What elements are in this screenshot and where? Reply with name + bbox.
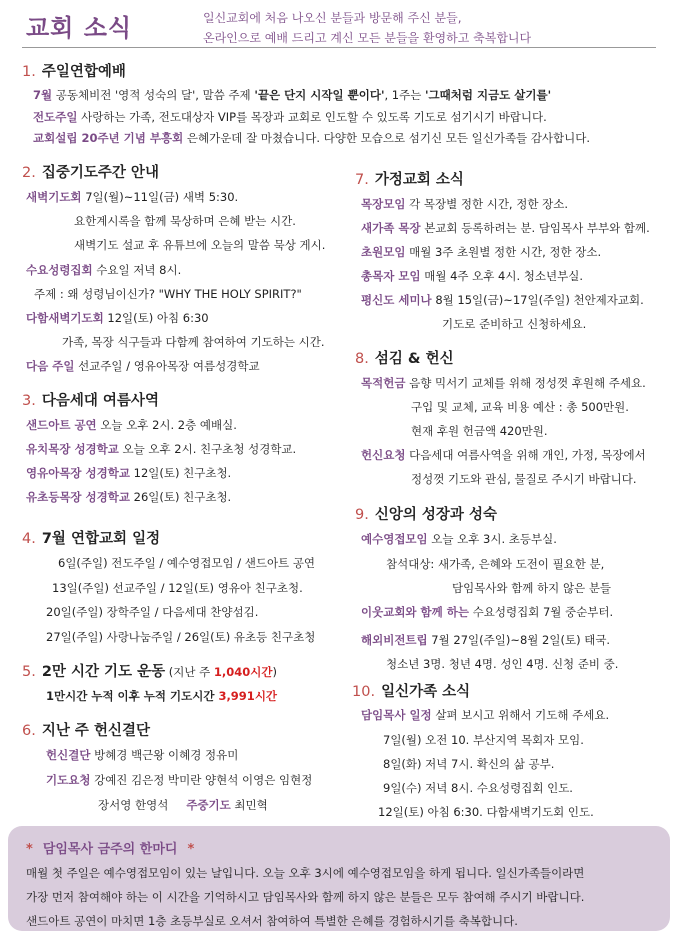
s10-line-4: 9일(수) 저녁 8시. 수요성령집회 인도. — [383, 781, 573, 795]
s6-line-3: 장서영 한영석 주중기도 최민혁 — [98, 798, 268, 812]
s10-line-2: 7일(월) 오전 10. 부산지역 목회자 모임. — [383, 733, 584, 747]
s2-line-8: 다음 주일 선교주일 / 영유아목장 여름성경학교 — [26, 359, 260, 373]
s4-line-4: 27일(주일) 사랑나눔주일 / 26일(토) 유초등 친구초청 — [46, 630, 316, 644]
header-divider — [22, 47, 656, 48]
section-10-heading: 10. 일신가족 소식 — [352, 684, 471, 700]
s7-line-3: 초원모임 매월 3주 초원별 정한 시간, 정한 장소. — [361, 245, 602, 259]
s2-line-7: 가족, 목장 식구들과 다함께 참여하여 기도하는 시간. — [62, 335, 325, 349]
s7-line-6: 기도로 준비하고 신청하세요. — [442, 317, 587, 331]
s2-line-3: 새벽기도 설교 후 유튜브에 오늘의 말씀 묵상 게시. — [74, 238, 326, 252]
section-9-heading: 9. 신앙의 성장과 성숙 — [355, 507, 497, 523]
s4-line-1: 6일(주일) 전도주일 / 예수영접모임 / 샌드아트 공연 — [58, 556, 316, 570]
s1-line-2: 전도주일 사랑하는 가족, 전도대상자 VIP를 목장과 교회로 인도할 수 있도록 기도로 섬기시기 바랍니다. — [33, 110, 547, 124]
s4-line-3: 20일(주일) 장학주일 / 다음세대 찬양섬김. — [46, 605, 259, 619]
section-7-heading: 7. 가정교회 소식 — [355, 172, 464, 188]
s8-line-4: 헌신요청 다음세대 여름사역을 위해 개인, 가정, 목장에서 — [361, 448, 646, 462]
s9-line-2: 참석대상: 새가족, 은혜와 도전이 필요한 분, — [386, 557, 605, 571]
page-title: 교회 소식 — [26, 14, 133, 42]
s7-line-5: 평신도 세미나 8월 15일(금)~17일(주일) 천안제자교회. — [361, 293, 644, 307]
s5-line-1: 1만시간 누적 이후 누적 기도시간 3,991시간 — [46, 689, 278, 703]
section-8-heading: 8. 섬김 & 헌신 — [355, 351, 454, 367]
s9-line-4: 이웃교회와 함께 하는 수요성령집회 7월 중순부터. — [361, 605, 614, 619]
welcome-line-2: 온라인으로 예배 드리고 계신 모든 분들을 환영하고 축복합니다 — [203, 31, 532, 45]
s1-line-3: 교회설립 20주년 기념 부흥회 은혜가운데 잘 마쳤습니다. 다양한 모습으로 섬기신 모든 일신가족들 감사합니다. — [33, 131, 591, 145]
s2-line-5: 주제 : 왜 성령님이신가? "WHY THE HOLY SPIRIT?" — [34, 287, 302, 301]
welcome-line-1: 일신교회에 처음 나오신 분들과 방문해 주신 분들, — [203, 11, 462, 25]
s1-line-1: 7월 공동체비전 '영적 성숙의 달', 말씀 주제 '끝은 단지 시작일 뿐이다', 1주는 '그때처럼 지금도 살기를' — [33, 88, 552, 102]
section-2-heading: 2. 집중기도주간 안내 — [22, 165, 159, 181]
s9-line-5: 해외비전트립 7월 27일(주일)~8월 2일(토) 태국. — [361, 633, 611, 647]
s7-line-2: 새가족 목장 본교회 등록하려는 분. 담임목사 부부와 함께. — [361, 221, 650, 235]
s6-line-1: 헌신결단 방혜경 백근왕 이혜경 정유미 — [46, 748, 239, 762]
section-3-heading: 3. 다음세대 여름사역 — [22, 393, 159, 409]
pastor-message-line-3: 샌드아트 공연이 마치면 1층 초등부실로 오셔서 참여하여 특별한 은혜를 경험하시기를 축복합니다. — [26, 914, 518, 928]
s6-line-2: 기도요청 강예진 김은정 박미란 양현석 이영은 임현정 — [46, 773, 313, 787]
s8-line-5: 정성껏 기도와 관심, 물질로 주시기 바랍니다. — [411, 472, 637, 486]
s7-line-4: 총목자 모임 매월 4주 오후 4시. 청소년부실. — [361, 269, 583, 283]
s2-line-1: 새벽기도회 7일(월)~11일(금) 새벽 5:30. — [26, 190, 239, 204]
s3-line-4: 유초등목장 성경학교 26일(토) 친구초청. — [26, 490, 232, 504]
section-4-heading: 4. 7월 연합교회 일정 — [22, 531, 161, 547]
s7-line-1: 목장모임 각 목장별 정한 시간, 정한 장소. — [361, 197, 568, 211]
pastor-message-line-2: 가장 먼저 참여해야 하는 이 시간을 기억하시고 담임목사와 함께 하지 않은 분들은 모두 참여해 주시기 바랍니다. — [26, 890, 585, 904]
s3-line-2: 유치목장 성경학교 오늘 오후 2시. 친구초청 성경학교. — [26, 442, 297, 456]
section-1-heading: 1. 주일연합예배 — [22, 64, 126, 80]
s3-line-1: 샌드아트 공연 오늘 오후 2시. 2층 예배실. — [26, 418, 237, 432]
pastor-message-line-1: 매월 첫 주일은 예수영접모임이 있는 날입니다. 오늘 오후 3시에 예수영접모임을 하게 됩니다. 일신가족들이라면 — [26, 866, 585, 880]
s8-line-2: 구입 및 교체, 교육 비용 예산 : 총 500만원. — [411, 400, 629, 414]
s10-line-5: 12일(토) 아침 6:30. 다함새벽기도회 인도. — [378, 805, 594, 819]
s10-line-1: 담임목사 일정 살펴 보시고 위해서 기도해 주세요. — [361, 708, 610, 722]
s10-line-3: 8일(화) 저녁 7시. 확신의 삶 공부. — [383, 757, 555, 771]
s8-line-3: 현재 후원 헌금액 420만원. — [411, 424, 548, 438]
s9-line-1: 예수영접모임 오늘 오후 3시. 초등부실. — [361, 532, 557, 546]
section-5-heading: 5. 2만 시간 기도 운동 (지난 주 1,040시간) — [22, 664, 278, 680]
s3-line-3: 영유아목장 성경학교 12일(토) 친구초청. — [26, 466, 232, 480]
s8-line-1: 목적헌금 음향 믹서기 교체를 위해 정성껏 후원해 주세요. — [361, 376, 646, 390]
s4-line-2: 13일(주일) 선교주일 / 12일(토) 영유아 친구초청. — [52, 581, 303, 595]
s2-line-2: 요한계시록을 함께 묵상하며 은혜 받는 시간. — [74, 214, 296, 228]
s9-line-3: 담임목사와 함께 하지 않은 분들 — [452, 581, 612, 595]
s9-line-6: 청소년 3명. 청년 4명. 성인 4명. 신청 준비 중. — [386, 657, 619, 671]
s2-line-6: 다함새벽기도회 12일(토) 아침 6:30 — [26, 311, 209, 325]
section-6-heading: 6. 지난 주 헌신결단 — [22, 723, 150, 739]
s2-line-4: 수요성령집회 수요일 저녁 8시. — [26, 263, 182, 277]
pastor-message-heading: * 담임목사 금주의 한마디 * — [26, 842, 195, 857]
